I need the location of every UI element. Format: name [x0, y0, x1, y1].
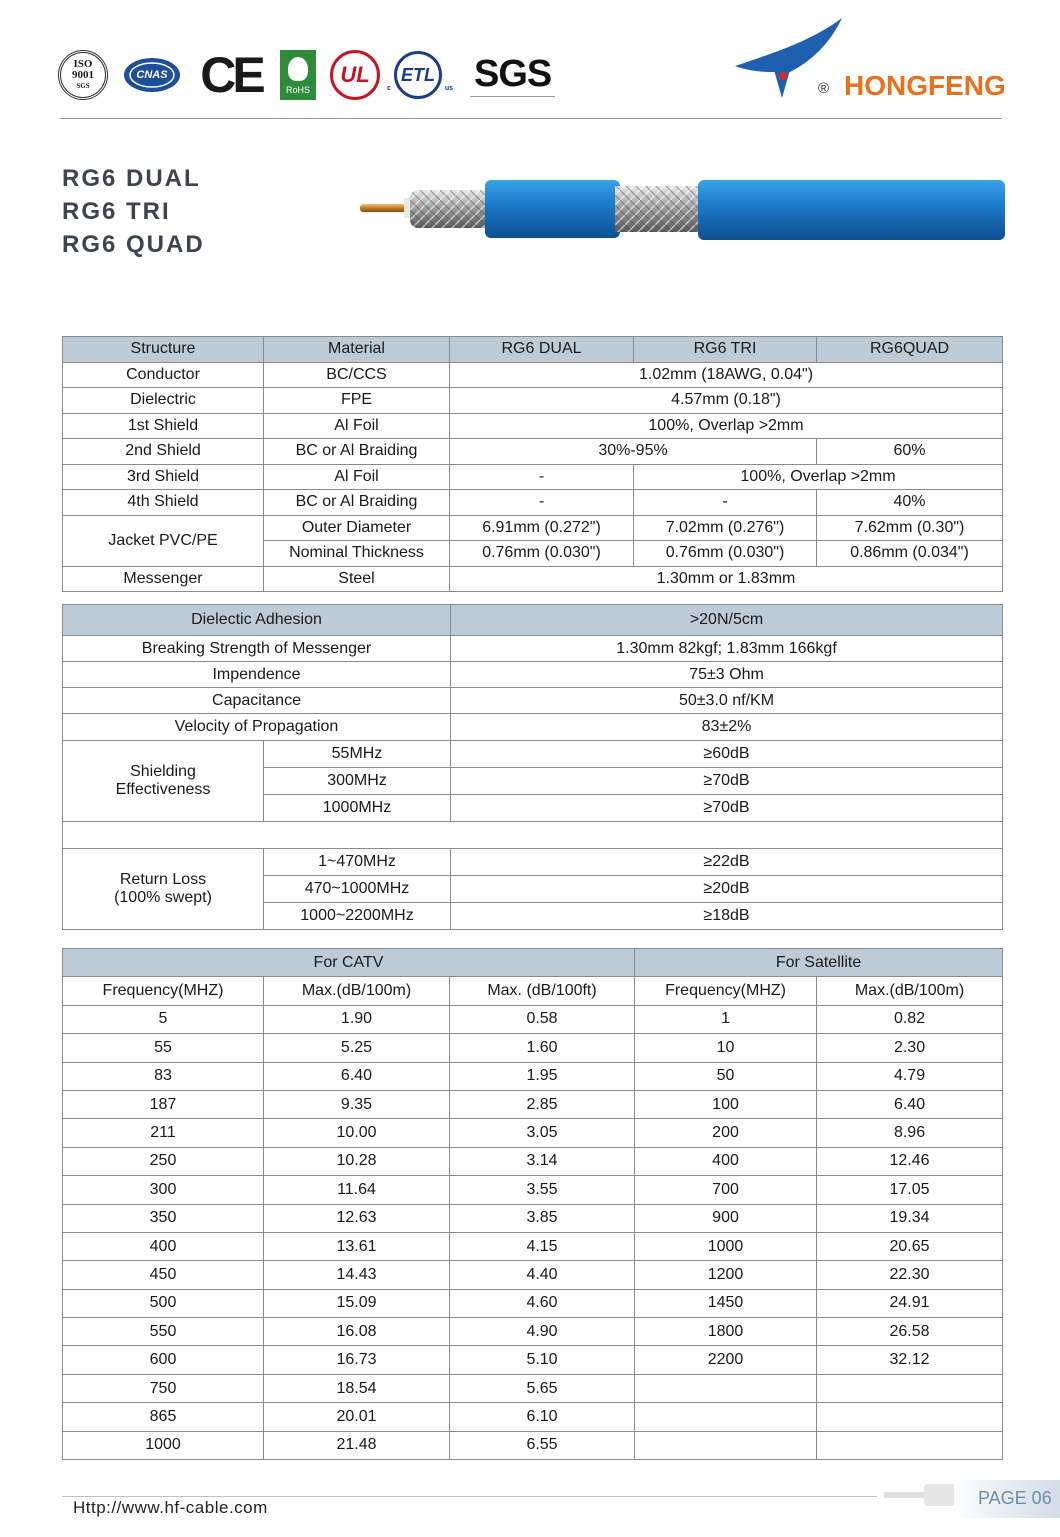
- certification-logos: [58, 46, 555, 104]
- cell-sat-db-100m: 2.30: [817, 1034, 1003, 1062]
- table-row: [63, 1204, 1003, 1232]
- cell-sat-frequency: 2200: [635, 1346, 817, 1374]
- cell-catv-db-100m: 14.43: [264, 1261, 450, 1289]
- cell-material: BC or Al Braiding: [264, 439, 450, 465]
- cell-sat-frequency: 100: [635, 1090, 817, 1118]
- cell-catv-db-100ft: 5.10: [450, 1346, 635, 1374]
- cell-catv-db-100m: 9.35: [264, 1090, 450, 1118]
- page-number: PAGE 06: [978, 1488, 1052, 1508]
- cell-value: -: [450, 490, 634, 516]
- cell-catv-frequency: 550: [63, 1318, 264, 1346]
- cell-value: 40%: [817, 490, 1003, 516]
- cell-catv-frequency: 250: [63, 1147, 264, 1175]
- cell-label: Breaking Strength of Messenger: [63, 636, 451, 662]
- header-material: Material: [264, 337, 450, 363]
- cell-catv-db-100ft: 2.85: [450, 1090, 635, 1118]
- table-row: [63, 1232, 1003, 1260]
- cell-sat-frequency: 400: [635, 1147, 817, 1175]
- table-row: [63, 741, 1003, 768]
- cell-catv-db-100ft: 4.90: [450, 1318, 635, 1346]
- cell-frequency: 300MHz: [264, 768, 451, 795]
- table-row: [63, 362, 1003, 388]
- cell-sat-db-100m: 12.46: [817, 1147, 1003, 1175]
- cell-sat-frequency: 700: [635, 1176, 817, 1204]
- column-header-row: [63, 977, 1003, 1005]
- cell-sat-db-100m: 20.65: [817, 1232, 1003, 1260]
- header-rg6-tri: RG6 TRI: [634, 337, 817, 363]
- cell-value: 1.30mm 82kgf; 1.83mm 166kgf: [451, 636, 1003, 662]
- coaxial-cable-illustration: [360, 170, 1005, 245]
- cell-material: Outer Diameter: [264, 515, 450, 541]
- cell-sat-db-100m: 19.34: [817, 1204, 1003, 1232]
- return-loss-label-line1: Return Loss: [119, 871, 207, 888]
- cell-value: ≥70dB: [451, 795, 1003, 822]
- cell-shielding-label: [63, 741, 264, 822]
- hongfeng-swoosh-icon: [730, 14, 850, 104]
- cell-sat-frequency: 10: [635, 1034, 817, 1062]
- header-adhesion-label: Dielectic Adhesion: [63, 605, 451, 636]
- attenuation-table: [62, 948, 1003, 1460]
- table-header-row: [63, 605, 1003, 636]
- table-row: [63, 1147, 1003, 1175]
- attenuation-body: [63, 1005, 1003, 1459]
- cell-label: 1st Shield: [63, 413, 264, 439]
- cell-sat-frequency: [635, 1403, 817, 1431]
- cell-catv-db-100m: 10.00: [264, 1119, 450, 1147]
- cell-value: -: [634, 490, 817, 516]
- rohs-logo: [280, 50, 316, 100]
- brand-name: HONGFENG: [844, 70, 1006, 101]
- cell-sat-frequency: [635, 1431, 817, 1459]
- cell-catv-db-100ft: 6.10: [450, 1403, 635, 1431]
- etl-c-text: c: [387, 85, 391, 92]
- table-row: [63, 1034, 1003, 1062]
- cell-value: 7.02mm (0.276"): [634, 515, 817, 541]
- cell-label: 4th Shield: [63, 490, 264, 516]
- registered-mark: ®: [818, 80, 830, 97]
- cell-catv-db-100ft: 4.60: [450, 1289, 635, 1317]
- table-row: [63, 515, 1003, 541]
- cell-frequency: 1~470MHz: [264, 849, 451, 876]
- table-row: [63, 1119, 1003, 1147]
- cell-catv-db-100ft: 6.55: [450, 1431, 635, 1459]
- cell-material: FPE: [264, 388, 450, 414]
- cell-catv-frequency: 600: [63, 1346, 264, 1374]
- cell-sat-db-100m: 22.30: [817, 1261, 1003, 1289]
- header-catv: For CATV: [63, 949, 635, 977]
- cell-value: ≥60dB: [451, 741, 1003, 768]
- cell-catv-db-100ft: 4.15: [450, 1232, 635, 1260]
- table-row: [63, 1431, 1003, 1459]
- cell-sat-frequency: 1000: [635, 1232, 817, 1260]
- cell-return-loss-label: [63, 849, 264, 930]
- cell-catv-frequency: 5: [63, 1005, 264, 1033]
- cell-value: ≥18dB: [451, 903, 1003, 930]
- table-row: [63, 1176, 1003, 1204]
- electrical-properties-table: [62, 604, 1003, 930]
- cell-value: 1.30mm or 1.83mm: [450, 566, 1003, 592]
- cell-value: 6.91mm (0.272"): [450, 515, 634, 541]
- table-row: [63, 662, 1003, 688]
- cell-material: BC or Al Braiding: [264, 490, 450, 516]
- title-rg6-dual: RG6 DUAL: [62, 165, 201, 192]
- cell-catv-db-100m: 10.28: [264, 1147, 450, 1175]
- col-catv-frequency: Frequency(MHZ): [63, 977, 264, 1005]
- cell-value: 100%, Overlap >2mm: [634, 464, 1003, 490]
- iso-sgs: SGS: [76, 81, 90, 90]
- header-structure: Structure: [63, 337, 264, 363]
- cell-sat-db-100m: [817, 1374, 1003, 1402]
- table-row: [63, 688, 1003, 714]
- cell-frequency: 1000MHz: [264, 795, 451, 822]
- cell-catv-frequency: 350: [63, 1204, 264, 1232]
- header-rg6-dual: RG6 DUAL: [450, 337, 634, 363]
- cell-sat-frequency: 200: [635, 1119, 817, 1147]
- cell-catv-frequency: 211: [63, 1119, 264, 1147]
- cell-catv-frequency: 750: [63, 1374, 264, 1402]
- table-row: [63, 1318, 1003, 1346]
- cell-catv-db-100ft: 1.60: [450, 1034, 635, 1062]
- cell-catv-db-100m: 18.54: [264, 1374, 450, 1402]
- cell-sat-db-100m: 26.58: [817, 1318, 1003, 1346]
- cell-sat-db-100m: 8.96: [817, 1119, 1003, 1147]
- table-row: [63, 439, 1003, 465]
- cell-sat-db-100m: 32.12: [817, 1346, 1003, 1374]
- cell-catv-db-100m: 20.01: [264, 1403, 450, 1431]
- cell-catv-db-100m: 5.25: [264, 1034, 450, 1062]
- table-row: [63, 490, 1003, 516]
- cell-label: Impendence: [63, 662, 451, 688]
- website-link[interactable]: Http://www.hf-cable.com: [73, 1498, 268, 1517]
- cell-value: 7.62mm (0.30"): [817, 515, 1003, 541]
- rohs-text: RoHS: [285, 85, 310, 95]
- cell-catv-db-100m: 16.73: [264, 1346, 450, 1374]
- cell-value: 100%, Overlap >2mm: [450, 413, 1003, 439]
- cell-catv-db-100ft: 3.85: [450, 1204, 635, 1232]
- title-rg6-tri: RG6 TRI: [62, 198, 171, 225]
- cnas-logo: [122, 55, 182, 95]
- cell-sat-frequency: 900: [635, 1204, 817, 1232]
- table-row: [63, 1261, 1003, 1289]
- cell-frequency: 470~1000MHz: [264, 876, 451, 903]
- table-row: [63, 636, 1003, 662]
- table-row: [63, 849, 1003, 876]
- table-row: [63, 1062, 1003, 1090]
- cell-material: Al Foil: [264, 464, 450, 490]
- cell-value: 0.76mm (0.030"): [634, 541, 817, 567]
- cell-label: Velocity of Propagation: [63, 714, 451, 741]
- cell-label: Conductor: [63, 362, 264, 388]
- cell-value: 75±3 Ohm: [451, 662, 1003, 688]
- cell-sat-frequency: 1: [635, 1005, 817, 1033]
- cell-catv-db-100m: 6.40: [264, 1062, 450, 1090]
- cell-catv-db-100m: 16.08: [264, 1318, 450, 1346]
- cell-catv-frequency: 1000: [63, 1431, 264, 1459]
- cell-catv-db-100ft: 4.40: [450, 1261, 635, 1289]
- cell-catv-frequency: 400: [63, 1232, 264, 1260]
- cell-material: BC/CCS: [264, 362, 450, 388]
- cell-catv-db-100ft: 0.58: [450, 1005, 635, 1033]
- table-row: [63, 1374, 1003, 1402]
- cell-value: ≥70dB: [451, 768, 1003, 795]
- cell-catv-frequency: 865: [63, 1403, 264, 1431]
- cell-value: ≥20dB: [451, 876, 1003, 903]
- cell-catv-db-100ft: 1.95: [450, 1062, 635, 1090]
- cell-sat-db-100m: 4.79: [817, 1062, 1003, 1090]
- table-header-row: [63, 949, 1003, 977]
- header-satellite: For Satellite: [635, 949, 1003, 977]
- cell-label: Dielectric: [63, 388, 264, 414]
- cnas-text: CNAS: [136, 69, 168, 81]
- header-divider: [60, 118, 1002, 119]
- hongfeng-brand: [730, 14, 1010, 104]
- table-row: [63, 714, 1003, 741]
- cell-value: 4.57mm (0.18"): [450, 388, 1003, 414]
- cell-catv-db-100m: 11.64: [264, 1176, 450, 1204]
- cell-catv-frequency: 187: [63, 1090, 264, 1118]
- cell-value: -: [450, 464, 634, 490]
- cell-material: Nominal Thickness: [264, 541, 450, 567]
- cell-sat-frequency: 1200: [635, 1261, 817, 1289]
- cell-label: Capacitance: [63, 688, 451, 714]
- table-row: [63, 388, 1003, 414]
- cell-sat-frequency: 50: [635, 1062, 817, 1090]
- iso-number: 9001: [72, 68, 94, 81]
- cell-catv-db-100m: 13.61: [264, 1232, 450, 1260]
- cell-value: 1.02mm (18AWG, 0.04"): [450, 362, 1003, 388]
- cell-label: Jacket PVC/PE: [63, 515, 264, 566]
- iso-text: ISO: [73, 57, 93, 70]
- etl-us-text: us: [444, 85, 453, 92]
- cell-sat-db-100m: [817, 1403, 1003, 1431]
- table-row: [63, 1090, 1003, 1118]
- table-row: [63, 413, 1003, 439]
- cell-catv-db-100m: 1.90: [264, 1005, 450, 1033]
- cell-catv-db-100ft: 3.05: [450, 1119, 635, 1147]
- footer-divider: [62, 1496, 877, 1497]
- cell-sat-db-100m: [817, 1431, 1003, 1459]
- cell-catv-db-100m: 21.48: [264, 1431, 450, 1459]
- cell-material: Al Foil: [264, 413, 450, 439]
- cell-catv-frequency: 500: [63, 1289, 264, 1317]
- header-adhesion-value: >20N/5cm: [451, 605, 1003, 636]
- cell-material: Steel: [264, 566, 450, 592]
- title-rg6-quad: RG6 QUAD: [62, 231, 205, 258]
- cell-catv-db-100m: 12.63: [264, 1204, 450, 1232]
- table-row: [63, 464, 1003, 490]
- col-catv-db-100m: Max.(dB/100m): [264, 977, 450, 1005]
- cell-catv-db-100m: 15.09: [264, 1289, 450, 1317]
- cell-value: 83±2%: [451, 714, 1003, 741]
- cell-sat-db-100m: 0.82: [817, 1005, 1003, 1033]
- table-header-row: [63, 337, 1003, 363]
- cell-catv-db-100ft: 3.14: [450, 1147, 635, 1175]
- cell-catv-db-100ft: 3.55: [450, 1176, 635, 1204]
- cell-value: 0.76mm (0.030"): [450, 541, 634, 567]
- cell-label: 3rd Shield: [63, 464, 264, 490]
- spacer-cell: [63, 822, 1003, 849]
- table-row: [63, 1289, 1003, 1317]
- table-row: [63, 1403, 1003, 1431]
- product-titles: [62, 162, 205, 261]
- etl-text: ETL: [401, 64, 435, 85]
- cell-catv-frequency: 450: [63, 1261, 264, 1289]
- cell-catv-frequency: 300: [63, 1176, 264, 1204]
- etl-logo: [387, 51, 453, 99]
- shielding-label-line2: Effectiveness: [115, 781, 211, 798]
- cell-value: 50±3.0 nf/KM: [451, 688, 1003, 714]
- cell-value: 30%-95%: [450, 439, 817, 465]
- cell-catv-frequency: 55: [63, 1034, 264, 1062]
- cell-catv-frequency: 83: [63, 1062, 264, 1090]
- table-row: [63, 1346, 1003, 1374]
- table-row: [63, 1005, 1003, 1033]
- shielding-label-line1: Shielding: [130, 763, 196, 780]
- cell-label: 2nd Shield: [63, 439, 264, 465]
- cell-sat-db-100m: 24.91: [817, 1289, 1003, 1317]
- spacer-row: [63, 822, 1003, 849]
- cell-sat-db-100m: 17.05: [817, 1176, 1003, 1204]
- cell-sat-db-100m: 6.40: [817, 1090, 1003, 1118]
- leaf-icon: [288, 57, 308, 81]
- header-rg6-quad: RG6QUAD: [817, 337, 1003, 363]
- sgs-logo: SGS: [470, 53, 555, 97]
- ul-logo: UL: [330, 50, 380, 100]
- iso9001-logo: [58, 50, 108, 100]
- ce-mark: CE: [200, 47, 262, 103]
- cell-sat-frequency: 1800: [635, 1318, 817, 1346]
- cell-frequency: 1000~2200MHz: [264, 903, 451, 930]
- col-sat-db-100m: Max.(dB/100m): [817, 977, 1003, 1005]
- cell-frequency: 55MHz: [264, 741, 451, 768]
- cell-label: Messenger: [63, 566, 264, 592]
- table-row: [63, 566, 1003, 592]
- cell-sat-frequency: [635, 1374, 817, 1402]
- col-catv-db-100ft: Max. (dB/100ft): [450, 977, 635, 1005]
- cell-value: ≥22dB: [451, 849, 1003, 876]
- structure-table: [62, 336, 1003, 592]
- cell-catv-db-100ft: 5.65: [450, 1374, 635, 1402]
- return-loss-label-line2: (100% swept): [114, 889, 212, 906]
- cell-value: 0.86mm (0.034"): [817, 541, 1003, 567]
- col-sat-frequency: Frequency(MHZ): [635, 977, 817, 1005]
- cell-value: 60%: [817, 439, 1003, 465]
- cell-sat-frequency: 1450: [635, 1289, 817, 1317]
